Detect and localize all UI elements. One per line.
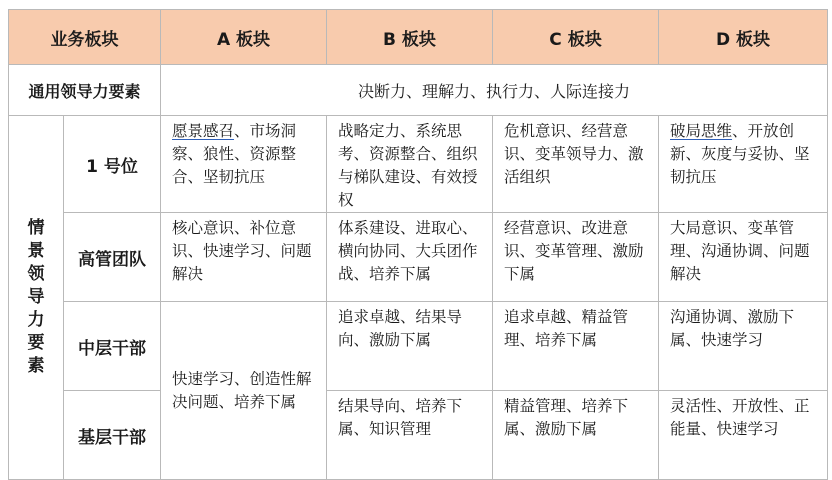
leadership-table (8, 9, 828, 480)
cell-middle-d: 沟通协调、激励下属、快速学习 (659, 302, 828, 391)
table-row (9, 302, 828, 391)
header-sector-b: B 板块 (327, 10, 493, 65)
cell-frontline-c: 精益管理、培养下属、激励下属 (493, 391, 659, 480)
header-sector-d: D 板块 (659, 10, 828, 65)
cell-executive-a: 核心意识、补位意识、快速学习、问题解决 (161, 213, 327, 302)
general-leadership-row (9, 65, 828, 116)
cell-middle-b: 追求卓越、结果导向、激励下属 (327, 302, 493, 391)
table-row (9, 391, 828, 480)
leadership-matrix (8, 9, 828, 480)
cell-number-one-a: 愿景感召、市场洞察、狼性、资源整合、坚韧抗压 (161, 116, 327, 213)
underlined-term: 破局思维 (670, 122, 733, 140)
situational-leadership-label: 情 景 领 导 力 要 素 (9, 116, 64, 480)
cell-frontline-d: 灵活性、开放性、正能量、快速学习 (659, 391, 828, 480)
general-leadership-value: 决断力、理解力、执行力、人际连接力 (161, 65, 828, 116)
table-row (9, 116, 828, 213)
cell-number-one-c: 危机意识、经营意识、变革领导力、激活组织 (493, 116, 659, 213)
underlined-term: 愿景感召 (172, 122, 235, 140)
level-middle-managers: 中层干部 (64, 302, 161, 391)
cell-middle-base-a: 快速学习、创造性解决问题、培养下属 (161, 302, 327, 480)
header-business-sector: 业务板块 (9, 10, 161, 65)
general-leadership-label: 通用领导力要素 (9, 65, 161, 116)
level-number-one: 1 号位 (64, 116, 161, 213)
cell-executive-b: 体系建设、进取心、横向协同、大兵团作战、培养下属 (327, 213, 493, 302)
cell-executive-d: 大局意识、变革管理、沟通协调、问题解决 (659, 213, 828, 302)
cell-executive-c: 经营意识、改进意识、变革管理、激励下属 (493, 213, 659, 302)
level-executive-team: 高管团队 (64, 213, 161, 302)
cell-frontline-b: 结果导向、培养下属、知识管理 (327, 391, 493, 480)
header-row (9, 10, 828, 65)
cell-number-one-d: 破局思维、开放创新、灰度与妥协、坚韧抗压 (659, 116, 828, 213)
cell-number-one-b: 战略定力、系统思考、资源整合、组织与梯队建设、有效授权 (327, 116, 493, 213)
level-frontline-managers: 基层干部 (64, 391, 161, 480)
header-sector-c: C 板块 (493, 10, 659, 65)
cell-middle-c: 追求卓越、精益管理、培养下属 (493, 302, 659, 391)
table-row (9, 213, 828, 302)
header-sector-a: A 板块 (161, 10, 327, 65)
